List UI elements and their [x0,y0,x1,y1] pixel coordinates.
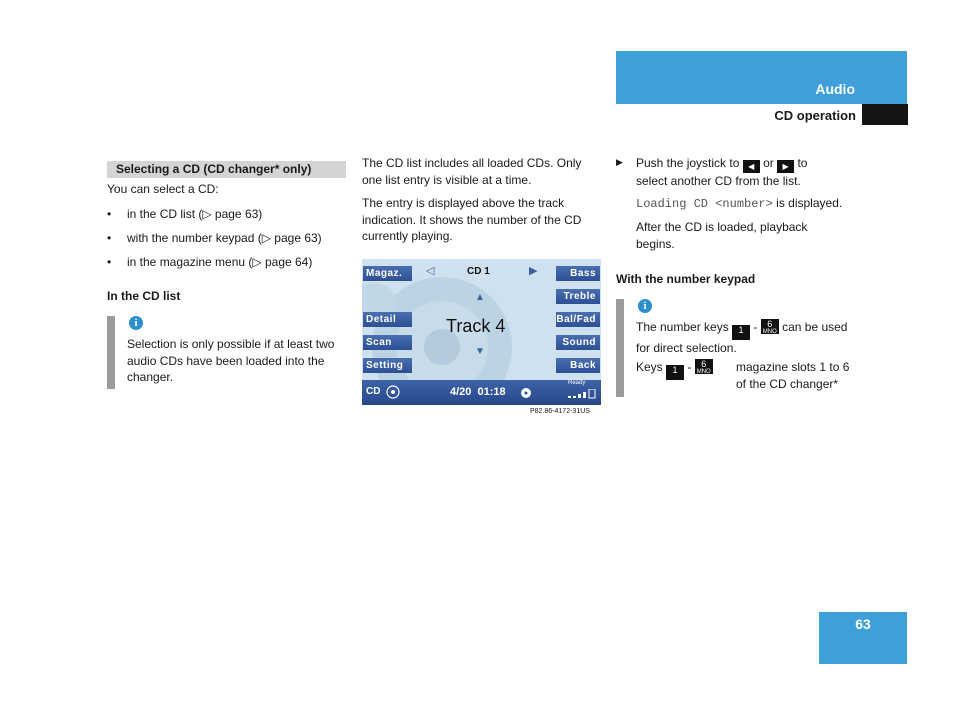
section-title: Audio [815,81,855,97]
bullet-item: • in the CD list (▷ page 63) [107,207,263,221]
section-heading: Selecting a CD (CD changer* only) [116,162,312,176]
ready-label: Ready [568,380,586,386]
section-header-tab [616,51,907,104]
bal-fad-button[interactable]: Bal/Fad [556,312,600,327]
detail-button[interactable]: Detail [363,312,412,327]
step-joystick: Push the joystick to ◀ or ▶ to select another CD from the list. [636,156,808,188]
keys-label: Keys 1 - 6 MNO [636,359,713,380]
cd-label: CD 1 [467,266,490,277]
after-load-text: After the CD is loaded, playback begins. [636,220,808,251]
key-6-icon: 6 MNO [762,319,777,335]
treble-button[interactable]: Treble [556,289,600,304]
back-button[interactable]: Back [556,358,600,373]
key-6-icon: 6 MNO [696,359,711,375]
section-heading-bar [107,161,346,178]
info-icon: i [129,316,143,330]
info-icon: i [638,299,652,313]
disc-icon [520,387,532,399]
cd-next-arrow-icon[interactable]: ▶ [529,265,538,277]
subheading-cd-list: In the CD list [107,289,181,303]
step-bullet-icon: ▶ [616,157,623,167]
figure-caption: P82.86-4172-31US [530,408,590,415]
bullet-item: • with the number keypad (▷ page 63) [107,231,322,245]
bullet-item: • in the magazine menu (▷ page 64) [107,255,313,269]
page-number: 63 [855,616,871,632]
setting-button[interactable]: Setting [363,358,412,373]
status-source: CD [366,386,381,397]
right-arrow-key-icon: ▶ [777,160,794,173]
info-keypad-note: The number keys 1 - 6 MNO can be used for direct selection. [636,319,848,355]
entry-paragraph: The entry is displayed above the track indication. It shows the number of the CD currently playing. [362,196,582,243]
cd-list-paragraph: The CD list includes all loaded CDs. Only one list entry is visible at a time. [362,156,582,187]
info-note: Selection is only possible if at least two audio CDs have been loaded into the changer. [127,337,335,384]
scan-button[interactable]: Scan [363,335,412,350]
audio-display-screenshot [362,259,601,405]
bass-button[interactable]: Bass [556,266,600,281]
cd-source-icon [383,385,403,399]
signal-strength-icon [568,389,598,399]
intro-text: You can select a CD: [107,182,219,196]
page-number-tab [819,612,907,664]
loading-message: Loading CD <number> is displayed. [636,196,843,211]
info-bar [616,299,624,397]
status-time: 4/20 01:18 [450,386,506,398]
cd-prev-arrow-icon[interactable]: ◁ [426,265,435,277]
sound-button[interactable]: Sound [556,335,600,350]
header-marker [862,104,908,125]
keys-description: magazine slots 1 to 6 of the CD changer* [736,360,850,391]
subsection-title: CD operation [774,108,856,123]
key-1-icon: 1 [732,325,750,340]
down-arrow-icon[interactable]: ▼ [475,346,485,357]
track-display: Track 4 [446,316,506,336]
magaz-button[interactable]: Magaz. [363,266,412,281]
subheading-keypad: With the number keypad [616,272,756,286]
status-bar [362,380,601,405]
info-bar [107,316,115,389]
up-arrow-icon[interactable]: ▲ [475,292,485,303]
left-arrow-key-icon: ◀ [743,160,760,173]
key-1-icon: 1 [666,365,684,380]
